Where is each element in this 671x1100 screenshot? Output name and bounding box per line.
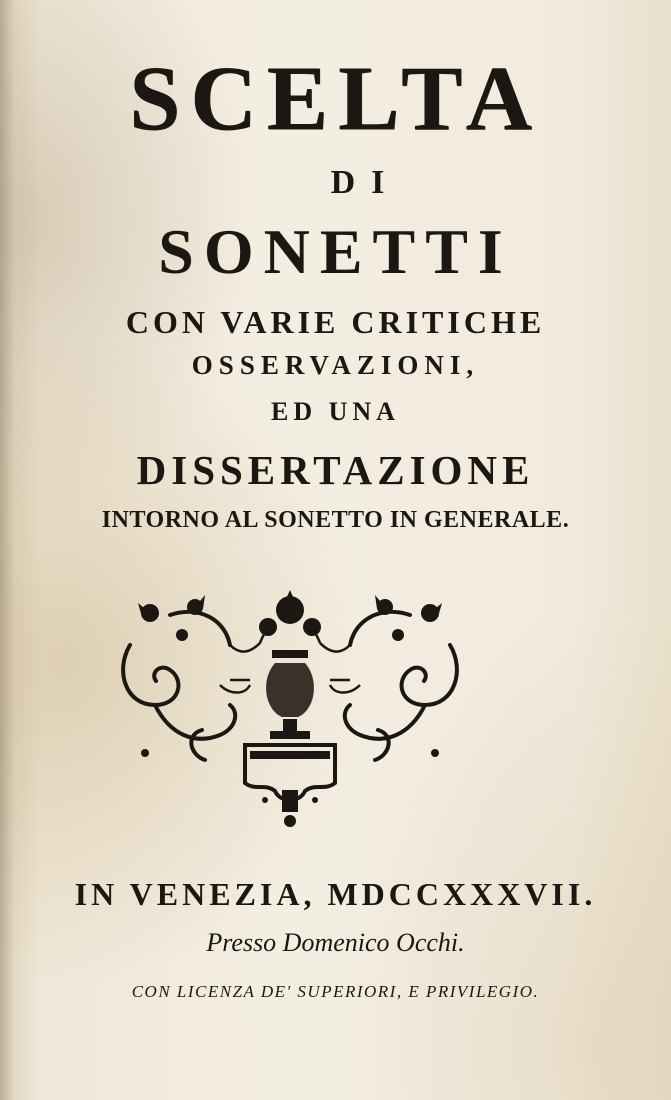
imprint-license: CON LICENZA DE' SUPERIORI, E PRIVILEGIO. [131, 982, 540, 1001]
book-subject: SONETTI [158, 216, 513, 287]
imprint-printer: Presso Domenico Occhi. [206, 928, 465, 957]
imprint-place-year: IN VENEZIA, MDCCXXXVII. [74, 876, 597, 912]
title-connector: DI [330, 164, 401, 201]
dissertation-topic: INTORNO AL SONETTO IN GENERALE. [101, 507, 570, 533]
subtitle-line-1: CON VARIE CRITICHE [125, 304, 546, 340]
dissertation-heading: DISSERTAZIONE [136, 447, 535, 493]
floral-urn-ornament-icon [110, 585, 470, 835]
book-title: SCELTA [129, 47, 542, 149]
subtitle-line-2: OSSERVAZIONI, [191, 350, 480, 380]
subtitle-line-3: ED UNA [271, 397, 400, 426]
